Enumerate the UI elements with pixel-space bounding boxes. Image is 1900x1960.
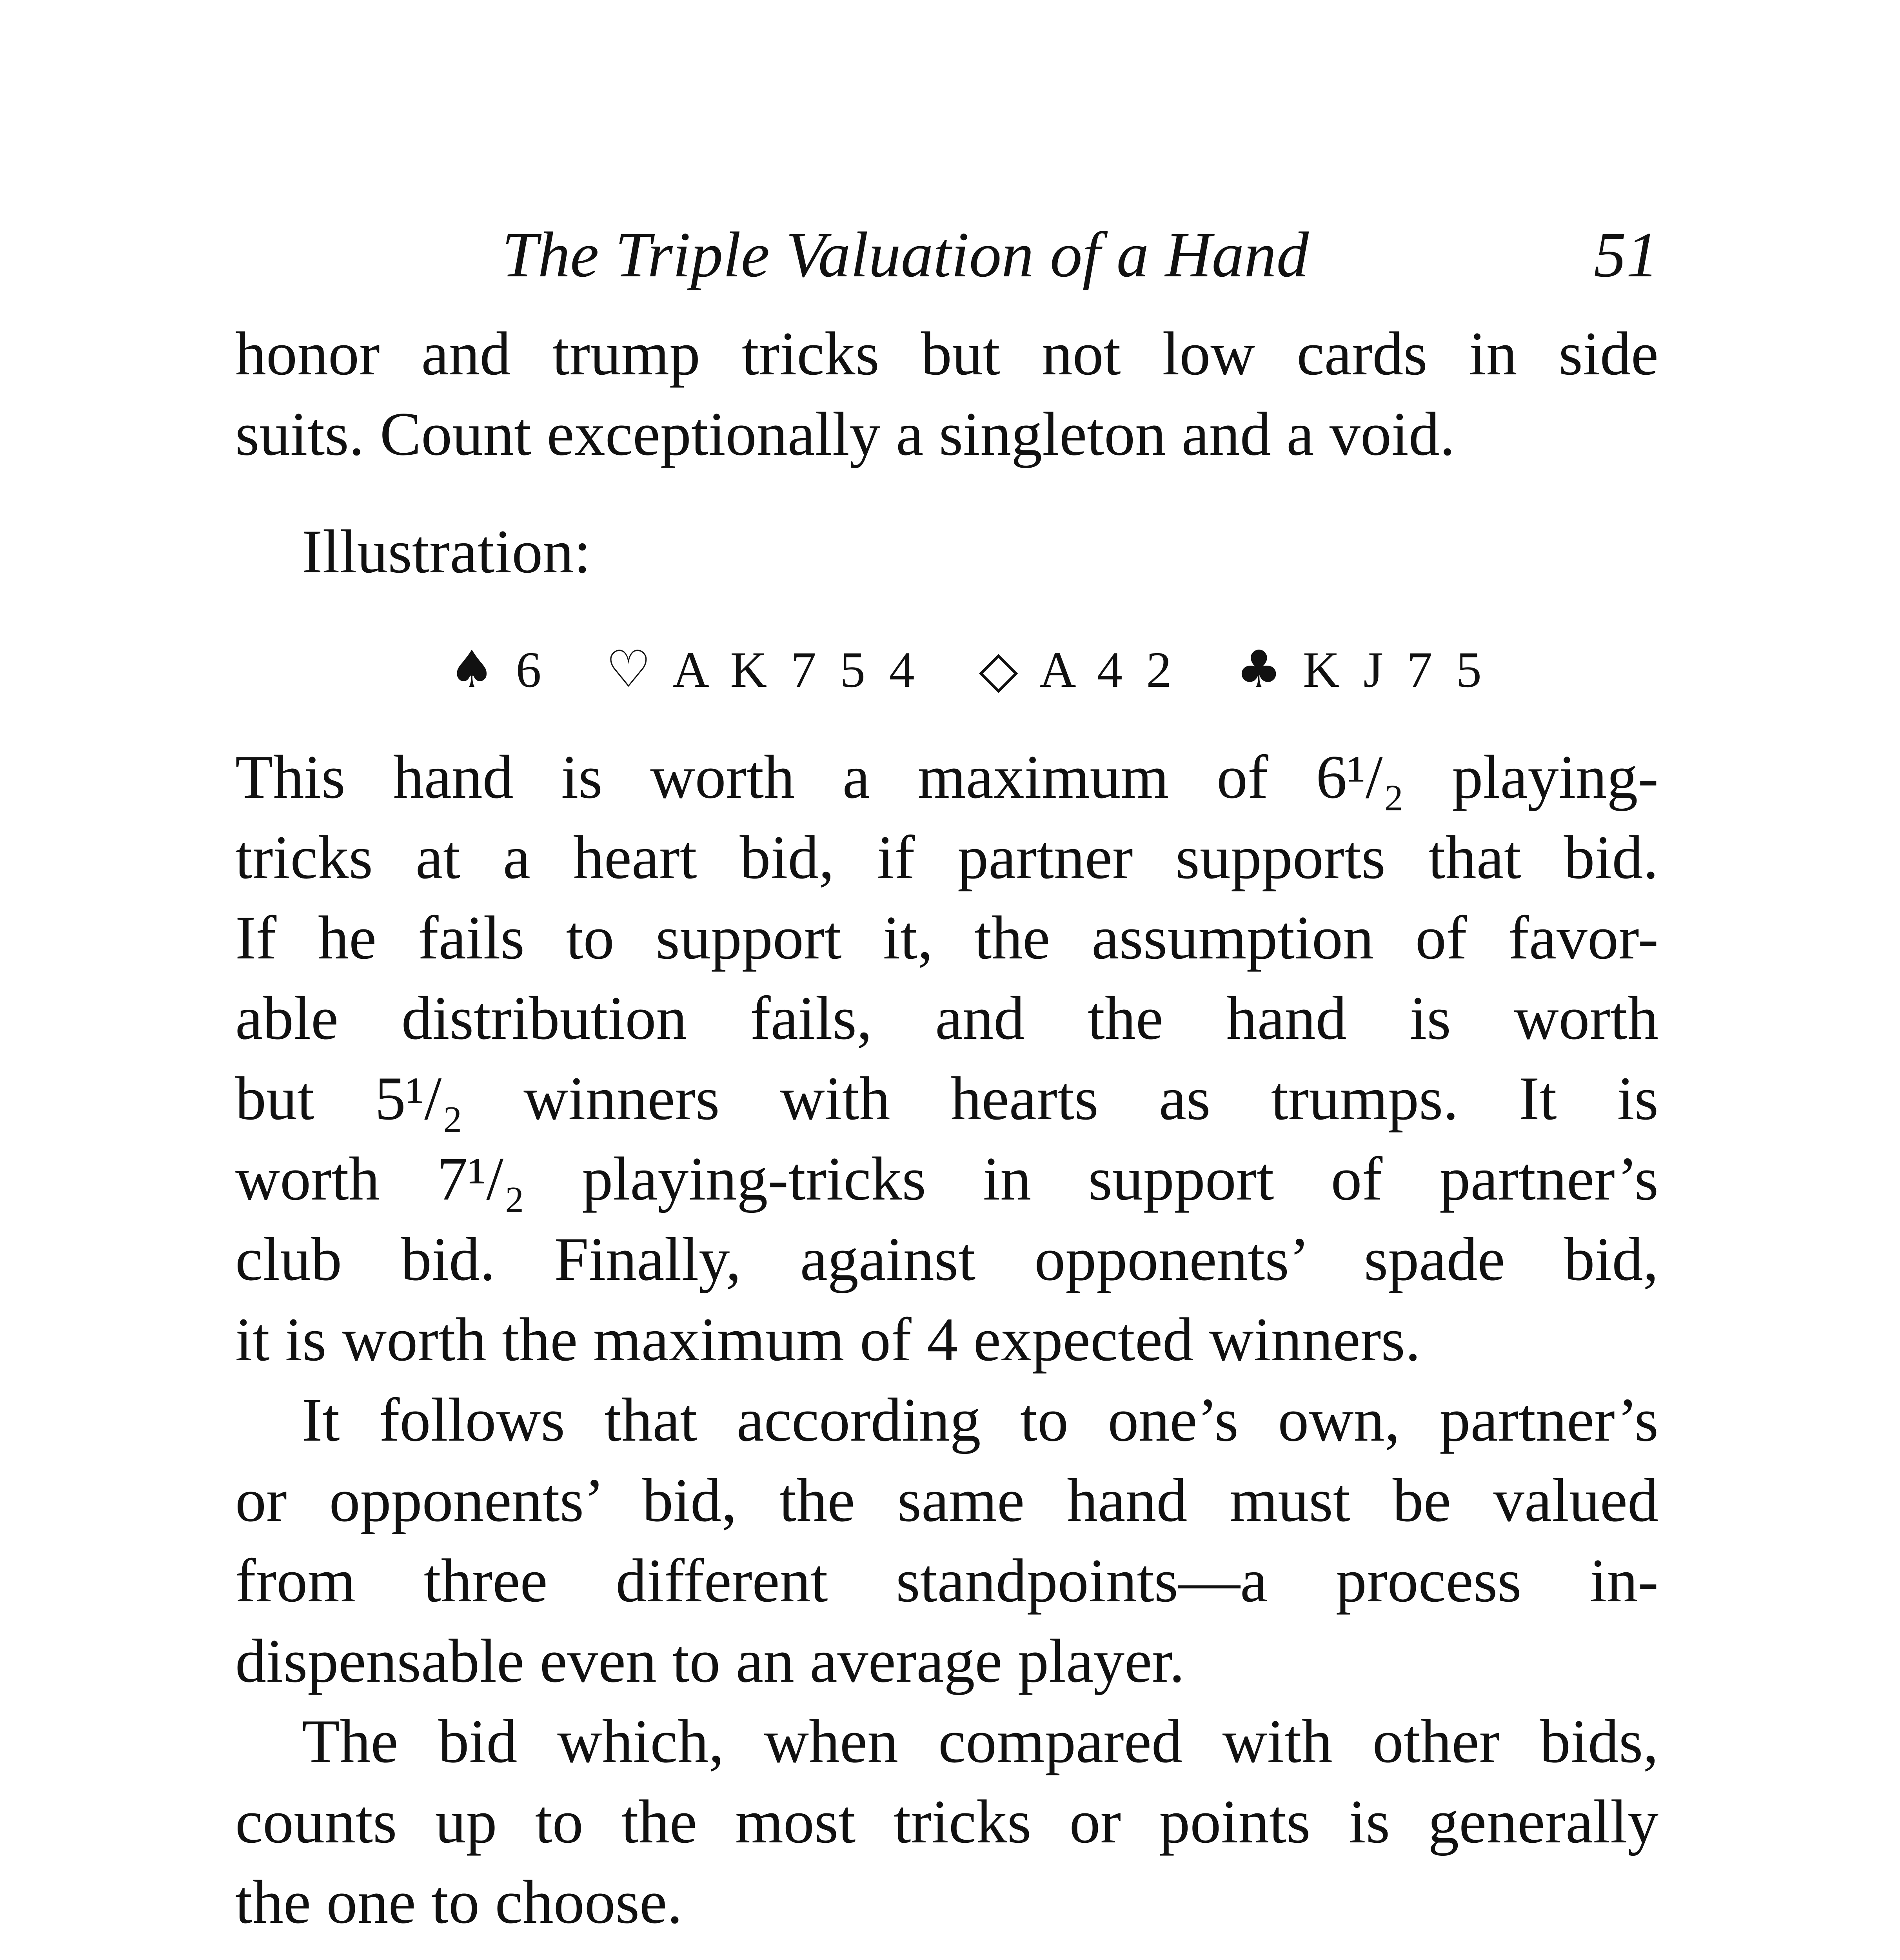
suit-cards: A 4 2: [1039, 642, 1177, 698]
suit-hearts: [606, 629, 920, 710]
text-line: This hand is worth a maximum of 6¹/₂ playing-: [235, 743, 1658, 811]
illustration-label: Illustration:: [302, 517, 591, 586]
text-line: but 5¹/₂ winners with hearts as trumps. It is: [235, 1064, 1658, 1133]
text-line: able distribution fails, and the hand is worth: [235, 984, 1658, 1053]
text-line: tricks at a heart bid, if partner supports that bid.: [235, 823, 1658, 892]
suit-diamonds: [979, 629, 1177, 710]
text-line: the one to choose.: [235, 1868, 683, 1936]
page-number: 51: [1594, 219, 1658, 290]
suit-clubs: [1236, 629, 1487, 710]
club-icon: ♣: [1236, 639, 1287, 699]
text-line: club bid. Finally, against opponents’ spade bid,: [235, 1225, 1658, 1294]
text-line: suits. Count exceptionally a singleton and a void.: [235, 400, 1455, 468]
text-line: it is worth the maximum of 4 expected winners.: [235, 1305, 1421, 1374]
text-line: worth 7¹/₂ playing-tricks in support of partner’s: [235, 1145, 1658, 1213]
paragraph-4: [235, 1701, 1658, 1942]
body-text: [235, 314, 1658, 1942]
diamond-icon: ◇: [979, 639, 1024, 699]
text-line: from three different standpoints—a process in-: [235, 1546, 1658, 1615]
running-title: The Triple Valuation of a Hand: [502, 219, 1309, 290]
text-line: If he fails to support it, the assumption of favor-: [235, 904, 1658, 972]
running-head: [235, 212, 1658, 298]
text-line: dispensable even to an average player.: [235, 1627, 1185, 1695]
text-line: honor and trump tricks but not low cards in side: [235, 319, 1658, 388]
card-hand: [449, 629, 1658, 710]
suit-cards: K J 7 5: [1302, 642, 1487, 698]
text-line: The bid which, when compared with other bids,: [302, 1707, 1658, 1776]
spade-icon: ♠: [449, 639, 500, 699]
paragraph-2: [235, 737, 1658, 1380]
text-line: or opponents’ bid, the same hand must be valued: [235, 1466, 1658, 1535]
suit-spades: [449, 629, 547, 710]
paragraph-1: [235, 314, 1658, 474]
paragraph-3: [235, 1380, 1658, 1701]
suit-cards: A K 7 5 4: [672, 642, 920, 698]
text-line: It follows that according to one’s own, partner’s: [302, 1386, 1658, 1454]
text-line: counts up to the most tricks or points is generally: [235, 1788, 1658, 1856]
suit-cards: 6: [516, 642, 547, 698]
heart-icon: ♡: [605, 639, 657, 699]
